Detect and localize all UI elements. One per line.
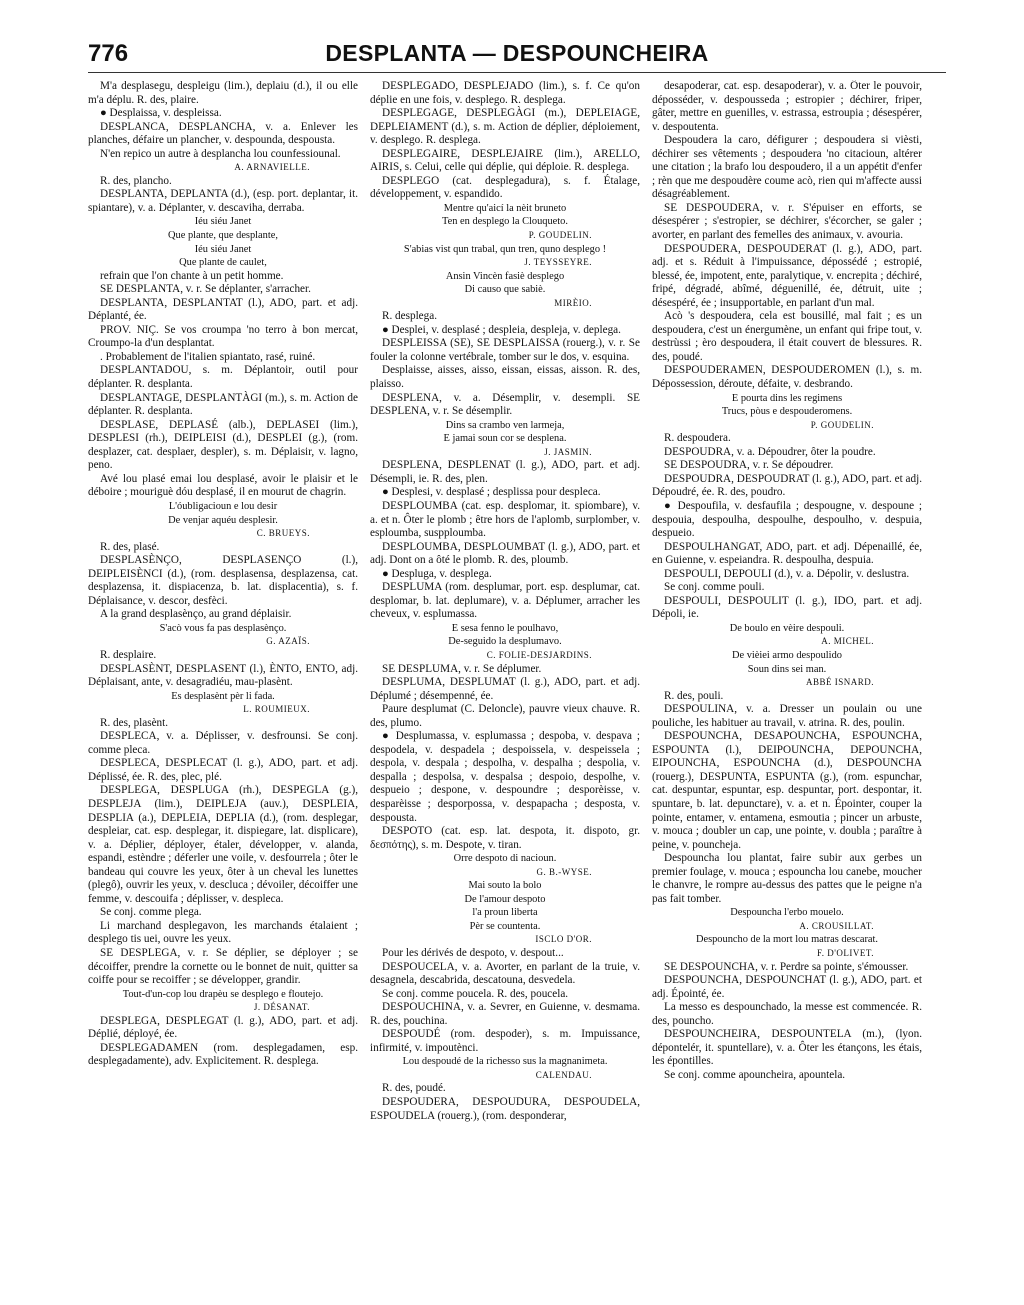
entry-paragraph: DESPOUDERA, DESPOUDURA, DESPOUDELA, ESPOUDELA (rouerg.), (rom. desponderar, bbox=[370, 1096, 640, 1122]
entry-paragraph: DESPOUNCHA, DESPOUNCHAT (l. g.), ADO, part. et adj. Épointé, ée. bbox=[652, 974, 922, 1000]
verse-line: De boulo en vèire despouli. bbox=[729, 622, 845, 634]
column-right bbox=[652, 80, 922, 1280]
verse-line: Orre despoto di nacioun. bbox=[453, 853, 557, 865]
verse-line: De vièiei armo despoulido bbox=[732, 649, 842, 661]
attribution: J. JASMIN. bbox=[544, 446, 592, 457]
attribution: J. DÉSANAT. bbox=[253, 1002, 310, 1013]
attribution: MIRÈIO. bbox=[554, 297, 592, 308]
verse-line: E pourta dins les regimens bbox=[731, 392, 843, 404]
attribution: P. GOUDELIN. bbox=[810, 419, 874, 430]
verse-line: Dins sa crambo ven larmeja, bbox=[445, 419, 565, 431]
entry-paragraph: DESPOULI, DESPOULIT (l. g.), IDO, part. et adj. Dépoli, ie. bbox=[652, 594, 922, 621]
entry-paragraph: . Probablement de l'italien spiantato, rasé, ruiné. bbox=[100, 350, 316, 363]
attribution: P. GOUDELIN. bbox=[528, 230, 592, 241]
attribution: CALENDAU. bbox=[535, 1069, 592, 1080]
attribution: ISCLO D'OR. bbox=[535, 934, 592, 945]
entry-paragraph: DESPOUDÉ (rom. despoder), s. m. Impuissance, infirmité, v. impoutènci. bbox=[370, 1028, 640, 1054]
entry-paragraph: DESPOUDERA, DESPOUDERAT (l. g.), ADO, part. adj. et s. Réduit à l'impuissance, dépossédé ; estropié, blessé, ée, impotent, ente, paralytique, v. encrepita ; déchiré, fripé, dégradé, abîmé, déguenillé, ée, détruit, uite ; désespéré, ée ; insupportable, en parlant d'un mal. bbox=[652, 242, 922, 309]
entry-paragraph: La messo es despounchado, la messe est commencée. R. des, pouncho. bbox=[652, 1001, 922, 1027]
attribution: C. FOLIE-DESJARDINS. bbox=[486, 649, 592, 660]
page-header bbox=[88, 40, 946, 70]
entry-paragraph: DESPLOUMBA, DESPLOUMBAT (l. g.), ADO, part. et adj. Dont on a ôté le plomb. R. des, ploumb. bbox=[370, 540, 640, 567]
verse-line: Ansin Vincèn fasiè desplego bbox=[445, 270, 565, 282]
verse-line: De-seguido la desplumavo. bbox=[448, 636, 562, 648]
entry-paragraph: R. des, poudé. bbox=[382, 1082, 446, 1095]
verse-line: Pèr se countenta. bbox=[469, 920, 541, 932]
entry-paragraph: Se conj. comme pouli. bbox=[664, 581, 765, 594]
column-left bbox=[88, 80, 358, 1280]
verse-line: Iéu siéu Janet bbox=[194, 216, 252, 228]
verse-line: E jamai soun cor se desplena. bbox=[443, 433, 567, 445]
entry-paragraph: refrain que l'on chante à un petit homme. bbox=[100, 269, 284, 282]
entry-paragraph: DESPOULHANGAT, ADO, part. et adj. Dépenaillé, ée, en Guienne, v. espeiandra. R. despoulha, despuia. bbox=[652, 540, 922, 567]
entry-paragraph: PROV. NIÇ. Se vos croumpa 'no terro à bon mercat, Croumpo-la d'un desplantat. bbox=[88, 323, 358, 350]
entry-paragraph: DESPLEISSA (SE), SE DESPLAISSA (rouerg.), v. r. Se fouler la colonne vertébrale, tomber sur le dos, v. esquina. bbox=[370, 337, 640, 363]
verse-line: Ten en desplego la Clouqueto. bbox=[442, 216, 568, 228]
entry-paragraph: Li marchand desplegavon, les marchands étalaient ; desplego tis uei, ouvre les yeux. bbox=[88, 919, 358, 946]
verse-line: Es desplasènt pèr li fada. bbox=[171, 690, 275, 702]
page-number: 776 bbox=[88, 40, 129, 67]
attribution: L. ROUMIEUX. bbox=[243, 704, 310, 715]
verse-line: De l'amour despoto bbox=[464, 893, 546, 905]
entry-paragraph: DESPOUNCHEIRA, DESPOUNTELA (m.), (lyon. dépontelér, it. spuntellare), v. a. Ôter les étançons, les étais, les épontilles. bbox=[652, 1028, 922, 1068]
entry-paragraph: N'en repico un autre à desplancha lou counfessiounal. bbox=[100, 147, 341, 160]
verse-line: De venjar aquéu desplesir. bbox=[168, 514, 278, 526]
entry-paragraph: DESPLENA, DESPLENAT (l. g.), ADO, part. et adj. Désempli, ie. R. des, plen. bbox=[370, 459, 640, 485]
entry-paragraph: R. desplaire. bbox=[100, 648, 157, 661]
entry-paragraph: DESPLEGAIRE, DESPLEJAIRE (lim.), ARELLO, AIRIS, s. Celui, celle qui déplie, qui déploie. R. desplega. bbox=[370, 147, 640, 174]
entry-paragraph: Pour les dérivés de despoto, v. despout... bbox=[382, 947, 564, 959]
running-title: DESPLANTA — DESPOUNCHEIRA bbox=[325, 40, 709, 66]
entry-paragraph: R. des, plancho. bbox=[100, 174, 172, 187]
verse-line: S'abias vist qun trabal, qun tren, quno desplego ! bbox=[403, 243, 607, 255]
verse-line: Trucs, pòus e despouderomens. bbox=[721, 406, 853, 418]
attribution: G. AZAÏS. bbox=[266, 636, 310, 647]
verse-line: Que plante de caulet, bbox=[179, 257, 267, 269]
entry-paragraph: SE DESPLUMA, v. r. Se déplumer. bbox=[382, 662, 542, 675]
entry-paragraph: R. despoudera. bbox=[664, 432, 731, 445]
verse-line: Mai souto la bolo bbox=[468, 880, 542, 892]
entry-paragraph: DESPOUCELA, v. a. Avorter, en parlant de la truie, v. desagnela, descabrida, descatouna, desvedela. bbox=[370, 960, 640, 987]
entry-paragraph: ● Desplumassa, v. esplumassa ; despoba, v. despava ; despodela, v. despadela ; despoissela, v. despeissela ; despola, v. despala ; despolha, v. despalha ; despolia, v. despalla ; despolsa, v. despalsa ; despoio, despolhe, v. despueio ; despone, v. despoundre ; desporèisse, v. desparèisse ; desporpossa, v. despapacha ; desposta, v. despousta. bbox=[370, 730, 640, 824]
entry-paragraph: R. des, plasènt. bbox=[100, 716, 169, 729]
entry-paragraph: DESPLASÈNÇO, DESPLASENÇO (l.), DEIPLEISÈNCI (d.), (rom. desplasensa, desplazensa, cat. desplazensa, it. dispiacenza, b. lat. displacentia), s. f. Déplaisance, v. descor, desfèci. bbox=[88, 554, 358, 607]
verse-line: Despouncho de la mort lou matras descarat. bbox=[695, 934, 879, 946]
entry-paragraph: DESPLEGADAMEN (rom. desplegadamen, esp. desplegadamente), adv. Explicitement. R. desplega. bbox=[88, 1041, 358, 1068]
attribution: J. TEYSSEYRE. bbox=[524, 257, 592, 268]
entry-paragraph: DESPLUMA (rom. desplumar, port. esp. desplumar, cat. desplomar, b. lat. deplumare), v. a. Déplumer, arracher les cheveux, v. esplumassa. bbox=[370, 581, 640, 621]
entry-paragraph: DESPLEGO (cat. desplegadura), s. f. Étalage, développement, v. espandido. bbox=[370, 174, 640, 201]
entry-paragraph: DESPOUCHINA, v. a. Sevrer, en Guienne, v. desmama. R. des, pouchina. bbox=[370, 1001, 640, 1027]
entry-paragraph: R. des, pouli. bbox=[664, 689, 724, 702]
entry-paragraph: DESPOULINA, v. a. Dresser un poulain ou une pouliche, les habituer au travail, v. atrina. R. des, poulin. bbox=[652, 703, 922, 729]
attribution: A. CROUSILLAT. bbox=[799, 920, 874, 931]
verse-line: Soun dins sei man. bbox=[747, 663, 827, 675]
entry-paragraph: DESPLANTAGE, DESPLANTÀGI (m.), s. m. Action de déplanter. R. desplanta. bbox=[88, 391, 358, 418]
verse-line: Despouncha l'erbo mouelo. bbox=[730, 907, 844, 919]
entry-paragraph: DESPOTO (cat. esp. lat. despota, it. dispoto, gr. δεσπότης), s. m. Despote, v. tiran. bbox=[370, 825, 640, 851]
entry-paragraph: DESPLECA, v. a. Déplisser, v. desfrounsi. Se conj. comme pleca. bbox=[88, 730, 358, 756]
verse-line: E sesa fenno le poulhavo, bbox=[451, 622, 559, 634]
entry-paragraph: DESPLANCA, DESPLANCHA, v. a. Enlever les planches, défaire un plancher, v. despounda, despousta. bbox=[88, 120, 358, 147]
verse-line: Di causo que sabiè. bbox=[464, 284, 546, 296]
entry-paragraph: DESPOUDRA, DESPOUDRAT (l. g.), ADO, part. et adj. Dépoudré, ée. R. des, poudro. bbox=[652, 472, 922, 499]
entry-paragraph: DESPLUMA, DESPLUMAT (l. g.), ADO, part. et adj. Déplumé ; désempenné, ée. bbox=[370, 676, 640, 702]
entry-paragraph: DESPLASÈNT, DESPLASENT (l.), ÈNTO, ENTO, adj. Déplaisant, ante, v. desagradiéu, mau-plasènt. bbox=[88, 662, 358, 689]
entry-paragraph: DESPLEGAGE, DESPLEGÀGI (m.), DEPLEIAGE, DEPLEIAMENT (d.), s. m. Action de déplier, déploiement, v. desplego. R. desplega. bbox=[370, 107, 640, 147]
entry-paragraph: Desplaisse, aisses, aisso, eissan, eissas, aisson. R. des, plaisso. bbox=[370, 364, 640, 391]
entry-paragraph: DESPLENA, v. a. Désemplir, v. desempli. SE DESPLENA, v. r. Se désemplir. bbox=[370, 391, 640, 418]
verse-line: l'a proun liberta bbox=[472, 907, 538, 919]
entry-paragraph: Acò 's despoudera, cela est bousillé, mal fait ; es un despoudera, c'est un énergumène, un enfant qui fripe tout, v. destrùssi ; èro despoudera, il était couvert de blessures. R. des, poudé. bbox=[652, 310, 922, 363]
entry-paragraph: DESPOUDRA, v. a. Dépoudrer, ôter la poudre. bbox=[664, 445, 876, 458]
entry-paragraph: DESPLOUMBA (cat. esp. desplomar, it. spiombare), v. a. et n. Ôter le plomb ; être hors de l'aplomb, surplomber, v. esploumba, suspploumba. bbox=[370, 499, 640, 540]
verse-line: L'óubligacioun e lou desir bbox=[168, 500, 278, 512]
verse-line: Tout-d'un-cop lou drapèu se desplego e floutejo. bbox=[122, 988, 324, 1000]
entry-paragraph: Se conj. comme plega. bbox=[100, 906, 202, 919]
entry-paragraph: ● Despoufila, v. desfaufila ; despougne, v. despoune ; despouia, despoulha, despoulhe, despoulho, v. despuia, despueio. bbox=[652, 499, 922, 540]
entry-paragraph: ● Desplei, v. desplasé ; despleia, despleja, v. deplega. bbox=[382, 323, 621, 336]
entry-paragraph: desapoderar, cat. esp. desapoderar), v. a. Ôter le pouvoir, déposséder, v. despousseda ; estropier ; déchirer, friper, gâter, mettre en guenilles, v. estrassa, estroupia ; désespérer, v. despoutenta. bbox=[652, 80, 922, 133]
verse-line: Iéu siéu Janet bbox=[194, 243, 252, 255]
entry-paragraph: DESPLASE, DEPLASÉ (alb.), DEPLASEI (lim.), DESPLESI (rh.), DEIPLEISI (d.), DESPLEI (g.), (rom. desplazer, cat. desplaer, despler), s. m. Déplaisir, v. lagno, peno. bbox=[88, 418, 358, 472]
entry-paragraph: Despouncha lou plantat, faire subir aux gerbes un premier foulage, v. mouca ; espouncha lou canebe, moucher le chanvre, le rompre au-dessus des pattes que le peigne n'a pas fait tomber. bbox=[652, 852, 922, 905]
entry-paragraph: DESPLANTA, DEPLANTA (d.), (esp. port. deplantar, it. spiantare), v. a. Déplanter, v. descaviha, derraba. bbox=[88, 188, 358, 214]
entry-paragraph: DESPOULI, DEPOULI (d.), v. a. Dépolir, v. deslustra. bbox=[664, 567, 910, 580]
entry-paragraph: Avé lou plasé emai lou desplasé, avoir le plaisir et le déboire ; mouriguè dóu desplasé, il en mourut de chagrin. bbox=[88, 472, 358, 499]
entry-paragraph: R. des, plasé. bbox=[100, 540, 160, 553]
entry-paragraph: DESPLEGADO, DESPLEJADO (lim.), s. f. Ce qu'on déplie en une fois, v. desplego. R. desplega. bbox=[370, 80, 640, 106]
attribution: A. ARNAVIELLE. bbox=[234, 162, 310, 173]
entry-paragraph: DESPOUDERAMEN, DESPOUDEROMEN (l.), s. m. Dépossession, déroute, défaite, v. desbrando. bbox=[652, 364, 922, 391]
entry-paragraph: Se conj. comme apouncheira, apountela. bbox=[664, 1068, 846, 1081]
entry-paragraph: Despoudera la caro, défigurer ; despoudera si vièsti, déchirer ses vêtements ; despoudera 'no citacioun, altérer une citation ; la brafo lou despoudero, il a un appétit d'enfer ; rèn que me despoudère coume acò, rien qui m'affecte aussi désagréablement. bbox=[652, 134, 922, 201]
entry-paragraph: R. desplega. bbox=[382, 310, 437, 323]
entry-paragraph: SE DESPOUDRA, v. r. Se dépoudrer. bbox=[664, 459, 834, 472]
verse-line: Que plante, que desplante, bbox=[168, 230, 278, 242]
entry-paragraph: A la grand desplasènço, au grand déplaisir. bbox=[100, 608, 292, 621]
attribution: A. MICHEL. bbox=[821, 636, 874, 647]
attribution: ABBÉ ISNARD. bbox=[805, 677, 874, 688]
entry-paragraph: DESPLANTA, DESPLANTAT (l.), ADO, part. et adj. Déplanté, ée. bbox=[88, 296, 358, 323]
entry-paragraph: ● Desplaissa, v. despleissa. bbox=[100, 107, 222, 120]
entry-paragraph: ● Desplesi, v. desplasé ; desplissa pour despleca. bbox=[382, 486, 601, 499]
entry-paragraph: SE DESPOUNCHA, v. r. Perdre sa pointe, s'émousser. bbox=[664, 960, 909, 973]
entry-paragraph: DESPLEGA, DESPLEGAT (l. g.), ADO, part. et adj. Déplié, déployé, ée. bbox=[88, 1014, 358, 1041]
verse-line: Lou despoudé de la richesso sus la magnanimeta. bbox=[402, 1056, 608, 1068]
entry-paragraph: M'a desplasegu, despleigu (lim.), deplaiu (d.), il ou elle m'a déplu. R. des, plaire. bbox=[88, 80, 358, 106]
entry-paragraph: DESPLANTADOU, s. m. Déplantoir, outil pour déplanter. R. desplanta. bbox=[88, 364, 358, 391]
entry-paragraph: Se conj. comme poucela. R. des, poucela. bbox=[382, 987, 569, 1000]
entry-paragraph: ● Despluga, v. desplega. bbox=[382, 567, 492, 580]
entry-paragraph: DESPLEGA, DESPLUGA (rh.), DESPEGLA (g.), DESPLEJA (lim.), DEIPLEJA (auv.), DESPLEIA, DESPLIA (a.), DEPLEIA, DEPLIA (d.), (rom. desplegar, despleiar, cat. esp. desplegar, it. dispiegare, lat. displicare), v. a. Déplier, déployer, étaler, développer, v. alanda, espandi, estèndre ; déferler une voile, v. desfourrela ; ôter le bandeau qui couvre les yeux, ôter à un cheval les lunettes (plegô), ouvrir les yeux, v. descluca ; dévoiler, décoiffer une femme, v. descouifa ; déplisser, v. despleca. bbox=[88, 784, 358, 905]
entry-paragraph: SE DESPLANTA, v. r. Se déplanter, s'arracher. bbox=[100, 283, 311, 296]
verse-line: S'acò vous fa pas desplasènço. bbox=[159, 622, 287, 634]
attribution: F. D'OLIVET. bbox=[817, 948, 874, 958]
entry-paragraph: SE DESPOUDERA, v. r. S'épuiser en efforts, se désespérer ; s'estropier, se déchirer, s'écorcher, se galer ; avorter, en parlant des femelles des animaux, v. avouria. bbox=[652, 201, 922, 242]
attribution: C. BRUEYS. bbox=[256, 528, 310, 539]
attribution: G. B.-WYSE. bbox=[536, 866, 592, 877]
column-middle bbox=[370, 80, 640, 1280]
entry-paragraph: DESPLECA, DESPLECAT (l. g.), ADO, part. et adj. Déplissé, ée. R. des, plec, plé. bbox=[88, 757, 358, 783]
entry-paragraph: Paure desplumat (C. Deloncle), pauvre vieux chauve. R. des, plumo. bbox=[370, 703, 640, 729]
verse-line: Mentre qu'aicí la nèit bruneto bbox=[443, 202, 567, 214]
entry-paragraph: DESPOUNCHA, DESAPOUNCHA, ESPOUNCHA, ESPOUNTA (l.), DEIPOUNCHA, DEPOUNCHA, EIPOUNCHA, ESPOUNCHA (d.), DESPOUNCHA (rouerg.), DESPUNTA, ESPUNTA (g.), (rom. espunchar, cat. despuntar, espuntar, esp. despuntar, port. despontar, it. spuntare, b. lat. depunctare), v. a. et n. Épointer, couper la pointe, entamer, v. entamena, esmoutia ; pincer un arbuste, v. mouca ; doubler un cap, une pointe, v. doubla ; paraître à peine, v. pouncheja. bbox=[652, 730, 922, 851]
entry-paragraph: SE DESPLEGA, v. r. Se déplier, se déployer ; se décoiffer, prendre la cornette ou le bonnet de nuit, quitter sa coiffe pour se recoiffer ; se développer, grandir. bbox=[88, 947, 358, 987]
header-rule bbox=[88, 72, 946, 73]
